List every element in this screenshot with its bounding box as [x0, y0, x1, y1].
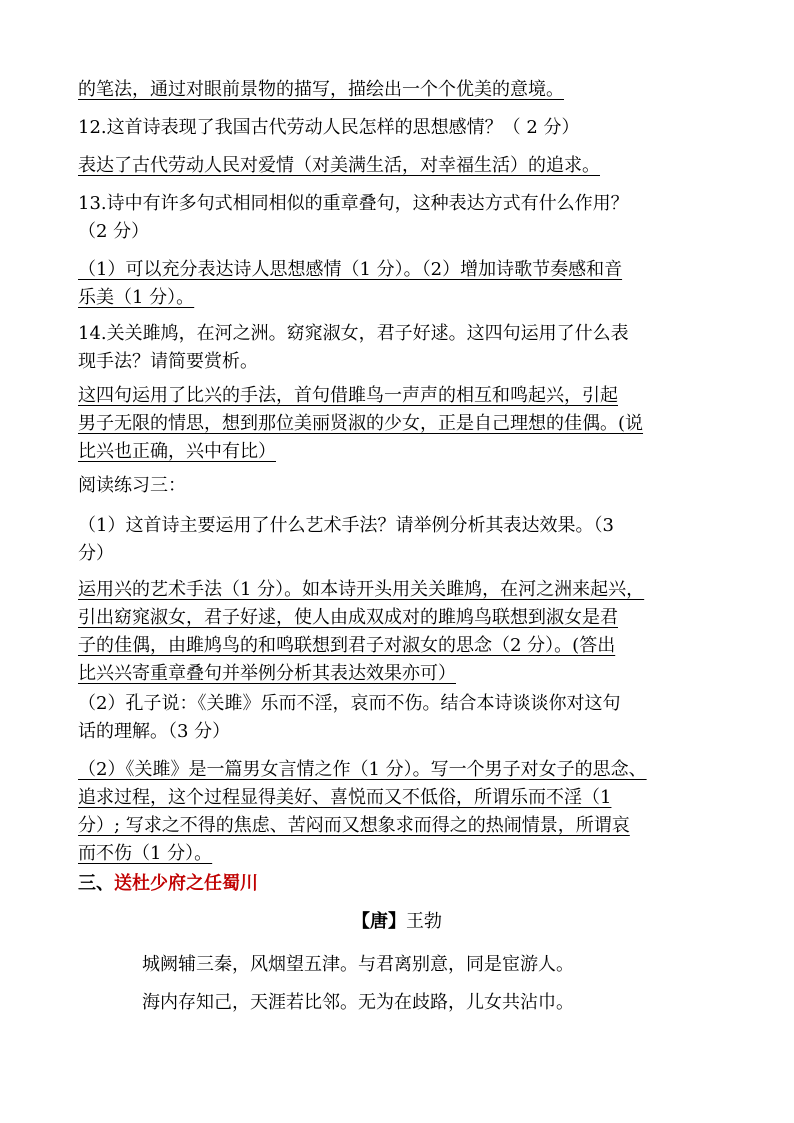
- answer-line: 追求过程，这个过程显得美好、喜悦而又不低俗，所谓乐而不淫（1: [78, 787, 612, 808]
- question-line: 12.这首诗表现了我国古代劳动人民怎样的思想感情？（ 2 分）: [78, 117, 580, 138]
- question-line: 分）: [78, 543, 114, 564]
- answer-line: 这四句运用了比兴的手法，首句借雎鸟一声声的相互和鸣起兴，引起: [78, 385, 618, 406]
- answer-line: 比兴也正确，兴中有比）: [78, 441, 276, 462]
- poem-author: 王勃: [406, 911, 442, 932]
- question-line: 14.关关雎鸠，在河之洲。窈窕淑女，君子好逑。这四句运用了什么表: [78, 323, 629, 344]
- question-12: [78, 114, 580, 142]
- answer-line: 乐美（1 分）。: [78, 287, 195, 308]
- poem-body: [142, 946, 574, 1022]
- exercise-3-question-1: [78, 512, 614, 568]
- answer-line: 子的佳偶，由雎鸠鸟的和鸣联想到君子对淑女的思念（2 分）。(答出: [78, 635, 616, 656]
- answer-12: [78, 152, 600, 180]
- answer-line: 比兴兴寄重章叠句并举例分析其表达效果亦可）: [78, 663, 456, 684]
- question-13: [78, 190, 629, 246]
- answer-11-tail: [78, 76, 564, 104]
- poem-title: 送杜少府之任蜀川: [114, 873, 258, 894]
- question-line: （2）孔子说：《关雎》乐而不淫，哀而不伤。结合本诗谈谈你对这句: [78, 693, 621, 714]
- exercise-3-question-2: [78, 690, 620, 746]
- answer-line: 分）; 写求之不得的焦虑、苦闷而又想象求而得之的热闹情景，所谓哀: [78, 815, 630, 836]
- poem-author-line: [0, 908, 794, 936]
- answer-line: （2）《关雎》是一篇男女言情之作（1 分）。写一个男子对女子的思念、: [78, 759, 647, 780]
- exercise-3-answer-2: [78, 756, 647, 868]
- section-number: 三、: [78, 873, 114, 894]
- question-14: [78, 320, 629, 376]
- answer-14: [78, 382, 643, 466]
- answer-line: 运用兴的艺术手法（1 分）。如本诗开头用关关雎鸠，在河之洲来起兴，: [78, 579, 645, 600]
- answer-line: 的笔法，通过对眼前景物的描写，描绘出一个个优美的意境。: [78, 79, 564, 100]
- answer-13: [78, 256, 622, 312]
- section-3-title: [78, 870, 258, 898]
- question-line: （1）这首诗主要运用了什么艺术手法？请举例分析其表达效果。（3: [78, 515, 614, 536]
- poem-line: 海内存知己，天涯若比邻。无为在歧路，儿女共沾巾。: [142, 992, 574, 1013]
- exercise-3-answer-1: [78, 576, 644, 688]
- answer-line: 表达了古代劳动人民对爱情（对美满生活，对幸福生活）的追求。: [78, 155, 600, 176]
- heading-text: 阅读练习三：: [78, 475, 186, 496]
- exercise-3-heading: [78, 472, 186, 500]
- answer-line: 引出窈窕淑女，君子好逑，使人由成双成对的雎鸠鸟联想到淑女是君: [78, 607, 618, 628]
- poem-dynasty: 【唐】: [352, 911, 406, 932]
- answer-line: （1）可以充分表达诗人思想感情（1 分）。（2）增加诗歌节奏感和音: [78, 259, 623, 280]
- question-line: 现手法？请简要赏析。: [78, 351, 258, 372]
- answer-line: 而不伤（1 分）。: [78, 843, 213, 864]
- question-line: 13.诗中有许多句式相同相似的重章叠句，这种表达方式有什么作用？: [78, 193, 629, 214]
- question-line: 话的理解。（3 分）: [78, 721, 231, 742]
- question-line: （2 分）: [78, 221, 150, 242]
- poem-line: 城阙辅三秦，风烟望五津。与君离别意，同是宦游人。: [142, 954, 574, 975]
- answer-line: 男子无限的情思，想到那位美丽贤淑的少女，正是自己理想的佳偶。(说: [78, 413, 644, 434]
